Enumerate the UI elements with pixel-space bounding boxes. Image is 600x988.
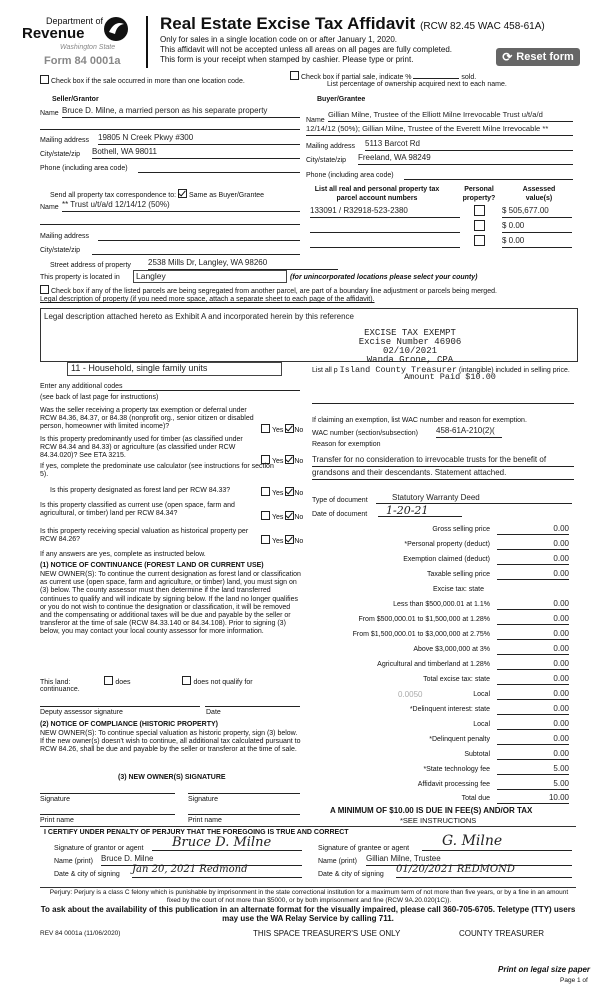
seller-addr-field[interactable]: 19805 N Creek Pkwy #300 xyxy=(98,133,300,145)
multi-location-label: Check box if the sale occurred in more than one location code. xyxy=(51,78,245,85)
rev-number: REV 84 0001a (11/06/2020) xyxy=(40,930,121,937)
q2-no-checkbox[interactable] xyxy=(285,455,294,464)
additional-codes-field[interactable] xyxy=(108,379,300,391)
revenue-logo xyxy=(20,14,130,70)
grantor-sig-label: Signature of grantor or agent xyxy=(54,845,144,852)
q1-text: Was the seller receiving a property tax exemption or deferral under RCW 84.36, 84.37, or 84.38 (nonprofit org., senior citizen or disabled person, homeowner with limited income)? xyxy=(40,407,254,430)
minimum-due-notice: A MINIMUM OF $10.00 IS DUE IN FEE(S) AND/OR TAX xyxy=(330,806,533,815)
delinquent-local-label: Local xyxy=(473,721,490,728)
form-number: Form 84 0001a xyxy=(44,55,121,67)
buyer-phone-label: Phone (including area code) xyxy=(306,172,394,179)
q5-yes: Yes xyxy=(272,538,284,545)
buyer-phone-field[interactable] xyxy=(404,168,573,180)
q4-no-checkbox[interactable] xyxy=(285,511,294,520)
notice-2-title: (2) NOTICE OF COMPLIANCE (HISTORIC PROPERTY) xyxy=(40,721,218,728)
stamp-line-4: Wanda Grone, CPA xyxy=(366,355,454,365)
state-name: Washington State xyxy=(60,44,116,51)
perjury-note: Perjury: Perjury is a class C felony which is punishable by imprisonment in the state correctional institution for a maximum term of not more than five years, or by a fine in an amount fixed by the court of not more than $5000, or by both imprisonment and fine (RCW 9A.20.020(1C)). xyxy=(49,889,569,904)
buyer-addr-label: Mailing address xyxy=(306,143,356,150)
print-legal-note: Print on legal size paper xyxy=(498,965,591,974)
subtitle-3: This form is your receipt when stamped by cashier. Please type or print. xyxy=(160,55,414,64)
located-note: (for unincorporated locations please select your county) xyxy=(290,274,478,281)
owner-sig-label-1: Signature xyxy=(40,796,70,803)
street-label: Street address of property xyxy=(50,262,131,269)
subtitle-1: Only for sales in a single location code on or after January 1, 2020. xyxy=(160,35,398,44)
buyer-name-field[interactable]: Gillian Milne, Trustee of the Elliott Milne Irrevocable Trust u/t/a/d xyxy=(328,110,573,122)
q3-text: Is this property designated as forest land per RCW 84.33? xyxy=(50,487,231,494)
stamp-line-6: Amount Paid $10.00 xyxy=(404,372,496,382)
parcel-row-1-value[interactable]: $ 505,677.00 xyxy=(502,206,572,218)
q5-yes-checkbox[interactable] xyxy=(261,535,270,544)
q1-no: No xyxy=(294,427,304,434)
buyer-city-field[interactable]: Freeland, WA 98249 xyxy=(358,153,573,165)
correspondence-row xyxy=(50,189,264,199)
total-due-label: Total due xyxy=(461,795,490,802)
corr-name-field[interactable]: ** Trust u/t/a/d 12/14/12 (50%) xyxy=(62,200,300,212)
wac-label: WAC number (section/subsection) xyxy=(312,430,418,437)
land-label: This land: xyxy=(40,679,71,686)
bracket-1-label: Less than $500,000.01 at 1.1% xyxy=(393,601,490,608)
revenue-logo-icon xyxy=(103,16,129,42)
local-value[interactable]: 0.00 xyxy=(497,689,569,700)
partial-sale-sold: sold. xyxy=(461,74,477,81)
grantee-name-label: Name (print) xyxy=(318,858,357,865)
parcel-row-2-number[interactable] xyxy=(310,221,460,233)
notice-3-title: (3) NEW OWNER(S) SIGNATURE xyxy=(118,774,226,781)
reason-field[interactable]: Transfer for no consideration to irrevocable trusts for the benefit of grandsons and their descendants. Statement attached. xyxy=(312,455,547,477)
seller-name-field[interactable]: Bruce D. Milne, a married person as his separate property xyxy=(62,106,300,118)
assessor-date-line[interactable] xyxy=(205,700,300,707)
same-as-buyer-label: Same as Buyer/Grantee xyxy=(188,192,265,199)
located-select[interactable]: Langley xyxy=(133,270,287,283)
grantor-date-field[interactable]: Jan 20, 2021 Redmond xyxy=(132,864,302,878)
tech-fee-value[interactable]: 5.00 xyxy=(497,764,569,775)
tax-line-1-label: Gross selling price xyxy=(432,526,490,533)
grantor-name-field[interactable]: Bruce D. Milne xyxy=(101,854,302,866)
doc-date-label: Date of document xyxy=(312,511,368,518)
grantee-signature[interactable]: G. Milne xyxy=(422,833,572,851)
q1-answer xyxy=(261,424,303,434)
notice-2-body: NEW OWNER(S): To continue special valuation as historic property, sign (3) below. If the new owner(s) doesn't wish to continue, all additional tax calculated pursuant to RCW 84.26, shall be due and payable by the seller or transferor at the time of sale. xyxy=(40,730,301,754)
q4-answer xyxy=(261,511,303,521)
land-row xyxy=(40,676,253,686)
use-code-select[interactable]: 11 - Household, single family units xyxy=(67,362,282,376)
assessed-value-heading: Assessed value(s) xyxy=(522,186,556,202)
assessor-date-label: Date xyxy=(206,709,221,716)
total-state-label: Total excise tax: state xyxy=(423,676,490,683)
street-field[interactable]: 2538 Mills Dr, Langley, WA 98260 xyxy=(148,258,338,270)
header-divider xyxy=(146,16,148,68)
bracket-4-label: Above $3,000,000 at 3% xyxy=(413,646,490,653)
grantee-date-field[interactable]: 01/20/2021 REDMOND xyxy=(396,864,572,878)
q5-text: Is this property receiving special valuation as historical property per RCW 84.26? xyxy=(40,528,249,543)
notice-1-title: (1) NOTICE OF CONTINUANCE (FOREST LAND OR CURRENT USE) xyxy=(40,562,264,569)
owner-print-line-1[interactable] xyxy=(40,808,175,815)
seller-addr-label: Mailing address xyxy=(40,137,90,144)
owner-print-label-1: Print name xyxy=(40,817,74,824)
wac-field[interactable]: 458-61A-210(2)( xyxy=(436,426,502,438)
reason-line-2 xyxy=(312,478,574,480)
delinquent-penalty-value[interactable]: 0.00 xyxy=(497,734,569,745)
parcel-row-2-value[interactable]: $ 0.00 xyxy=(502,221,572,233)
parcel-row-3-personal[interactable] xyxy=(474,235,485,248)
corr-name-label: Name xyxy=(40,204,59,211)
tax-line-3-label: Exemption claimed (deduct) xyxy=(403,556,490,563)
seller-heading: Seller/Grantor xyxy=(52,96,99,103)
buyer-heading: Buyer/Grantee xyxy=(317,96,366,103)
land-does-checkbox[interactable] xyxy=(104,676,113,685)
correspondence-label: Send all property tax correspondence to: xyxy=(50,192,177,199)
same-as-buyer-checkbox[interactable] xyxy=(178,189,187,198)
exemption-top-line xyxy=(312,402,574,404)
q3-no-checkbox[interactable] xyxy=(285,487,294,496)
delinquent-penalty-label: *Delinquent penalty xyxy=(429,736,490,743)
tax-line-3-value[interactable]: 0.00 xyxy=(497,554,569,565)
stamp-line-2: Excise Number 46906 xyxy=(358,337,462,347)
bracket-3-value[interactable]: 0.00 xyxy=(497,629,569,640)
parcel-row-1-personal[interactable] xyxy=(474,205,485,218)
continuance-label: continuance. xyxy=(40,686,80,693)
q4-text: Is this property classified as current use (open space, farm and agricultural, or timber) land per RCW 84.34? xyxy=(40,502,235,517)
tax-line-4-value[interactable]: 0.00 xyxy=(497,569,569,580)
form-title xyxy=(160,14,545,34)
grantee-date-label: Date & city of signing xyxy=(318,871,384,878)
corr-addr-field[interactable] xyxy=(98,229,300,241)
q3-no: No xyxy=(294,490,304,497)
assessor-signature-line[interactable] xyxy=(40,700,200,707)
parcel-heading: List all real and personal property tax parcel account numbers xyxy=(314,186,440,202)
total-due-value[interactable]: 10.00 xyxy=(497,793,569,804)
q1-no-checkbox[interactable] xyxy=(285,424,294,433)
multi-location-row xyxy=(40,75,245,85)
see-back-note: (see back of last page for instructions) xyxy=(40,394,159,401)
parcel-row-2-personal[interactable] xyxy=(474,220,485,233)
bracket-4-value[interactable]: 0.00 xyxy=(497,644,569,655)
total-state-value[interactable]: 0.00 xyxy=(497,674,569,685)
buyer-city-label: City/state/zip xyxy=(306,157,347,164)
q4-yes-checkbox[interactable] xyxy=(261,511,270,520)
subtotal-label: Subtotal xyxy=(464,751,490,758)
local-rate: 0.0050 xyxy=(398,690,423,699)
reason-line-1 xyxy=(312,465,574,467)
buyer-name-label: Name xyxy=(306,117,325,124)
excise-stamp xyxy=(320,329,500,365)
legal-description-text: Legal description attached hereto as Exhibit A and incorporated herein by this reference xyxy=(44,312,354,321)
owner-sig-line-1[interactable] xyxy=(40,787,175,794)
county-treasurer: COUNTY TREASURER xyxy=(459,929,545,938)
corr-addr-label: Mailing address xyxy=(40,233,90,240)
doc-date-field[interactable]: 1-20-21 xyxy=(378,504,462,517)
q1-yes: Yes xyxy=(272,427,284,434)
tax-line-4-label: Taxable selling price xyxy=(426,571,490,578)
tech-fee-label: *State technology fee xyxy=(423,766,490,773)
claim-exemption-label: If claiming an exemption, list WAC number and reason for exemption. xyxy=(312,417,527,424)
seller-phone-field[interactable] xyxy=(138,161,300,173)
seller-name-line2[interactable] xyxy=(40,121,300,130)
q5-no: No xyxy=(294,538,304,545)
parcel-row-3-number[interactable] xyxy=(310,236,460,248)
buyer-name-field-2[interactable]: 12/14/12 (50%); Gillian Milne, Trustee of the Everett Milne Irrevocable ** xyxy=(306,124,573,136)
assessor-signature-label: Deputy assessor signature xyxy=(40,709,123,716)
q2-no: No xyxy=(294,458,304,465)
parcel-row-3-value[interactable]: $ 0.00 xyxy=(502,236,572,248)
tax-line-2-value[interactable]: 0.00 xyxy=(497,539,569,550)
title-text: Real Estate Excise Tax Affidavit xyxy=(160,14,416,33)
dept-of: Department of xyxy=(46,16,104,26)
delinquent-interest-label: *Delinquent interest: state xyxy=(409,706,490,713)
multi-location-checkbox[interactable] xyxy=(40,75,49,84)
corr-city-field[interactable] xyxy=(92,243,300,255)
personal-property-heading: Personal property? xyxy=(462,186,496,202)
page-number: Page 1 of xyxy=(560,977,588,984)
partial-sale-label: Check box if partial sale, indicate % xyxy=(301,74,412,81)
partial-pct-field[interactable] xyxy=(413,71,459,79)
rcw-ref: (RCW 82.45 WAC 458-61A) xyxy=(420,21,545,32)
if-any-yes: If any answers are yes, complete as instructed below. xyxy=(40,551,206,558)
bracket-2-label: From $500,000.01 to $1,500,000 at 1.28% xyxy=(358,616,490,623)
owner-print-label-2: Print name xyxy=(188,817,222,824)
seller-name-label: Name xyxy=(40,110,59,117)
grantee-name-field[interactable]: Gillian Milne, Trustee xyxy=(366,854,572,866)
q2b-text: If yes, complete the predominate use calculator (see instructions for section 5). xyxy=(40,463,274,478)
processing-fee-value[interactable]: 5.00 xyxy=(497,779,569,790)
stamp-line-1: EXCISE TAX EXEMPT xyxy=(364,328,456,338)
land-does-not-label: does not qualify for xyxy=(193,679,253,686)
bracket-5-label: Agricultural and timberland at 1.28% xyxy=(377,661,490,668)
seller-city-label: City/state/zip xyxy=(40,151,81,158)
seller-phone-label: Phone (including area code) xyxy=(40,165,128,172)
list-all-a: List all p xyxy=(312,367,338,374)
land-does-not-checkbox[interactable] xyxy=(182,676,191,685)
q3-yes: Yes xyxy=(272,490,284,497)
grantor-date-label: Date & city of signing xyxy=(54,871,120,878)
partial-sale-checkbox[interactable] xyxy=(290,71,299,80)
additional-codes-label: Enter any additional codes xyxy=(40,383,123,390)
see-instructions: *SEE INSTRUCTIONS xyxy=(400,816,477,825)
grantor-name-label: Name (print) xyxy=(54,858,93,865)
owner-sig-label-2: Signature xyxy=(188,796,218,803)
reset-label: Reset form xyxy=(516,51,574,63)
alternate-format-note: To ask about the availability of this publication in an alternate format for the visually impaired, please call 360-705-6705. Teletype (TTY) users may use the WA Relay Service by calling 711. xyxy=(40,905,576,923)
legal-label: Legal description of property (if you need more space, attach a separate sheet to each page of the affidavit). xyxy=(40,296,375,303)
q3-answer xyxy=(261,487,303,497)
bracket-1-value[interactable]: 0.00 xyxy=(497,599,569,610)
buyer-addr-field[interactable]: 5113 Barcot Rd xyxy=(365,139,573,151)
bracket-2-value[interactable]: 0.00 xyxy=(497,614,569,625)
revenue-wordmark: Revenue xyxy=(22,25,85,42)
stamp-line-5: Island County Treasurer xyxy=(339,365,457,375)
grantor-signature[interactable]: Bruce D. Milne xyxy=(152,835,302,851)
q2-yes: Yes xyxy=(272,458,284,465)
corr-name-line2[interactable] xyxy=(40,216,300,225)
tax-line-1-value[interactable]: 0.00 xyxy=(497,524,569,535)
subtotal-value[interactable]: 0.00 xyxy=(497,749,569,760)
certify-title: I CERTIFY UNDER PENALTY OF PERJURY THAT THE FOREGOING IS TRUE AND CORRECT xyxy=(44,829,349,836)
q4-no: No xyxy=(294,514,304,521)
grantee-sig-label: Signature of grantee or agent xyxy=(318,845,410,852)
seller-city-field[interactable]: Bothell, WA 98011 xyxy=(92,147,300,159)
q3-yes-checkbox[interactable] xyxy=(261,487,270,496)
partial-sale-row xyxy=(290,71,476,81)
processing-fee-label: Affidavit processing fee xyxy=(417,781,490,788)
delinquent-local-value[interactable]: 0.00 xyxy=(497,719,569,730)
segregated-label: Check box if any of the listed parcels are being segregated from another parcel, are part of a boundary line adjustment or parcels being merged. xyxy=(51,288,497,295)
reason-label: Reason for exemption xyxy=(312,441,381,448)
bracket-5-value[interactable]: 0.00 xyxy=(497,659,569,670)
corr-city-label: City/state/zip xyxy=(40,247,81,254)
land-does-label: does xyxy=(115,679,131,686)
q2-text: Is this property predominantly used for timber (as classified under RCW 84.34 and 84.33) or agriculture (as classified under RCW 84.34.020)? See ETA 3215. xyxy=(40,436,243,459)
owner-sig-line-2[interactable] xyxy=(188,787,300,794)
segregated-row xyxy=(40,285,497,295)
refresh-icon: ⟳ xyxy=(502,50,513,64)
tax-line-2-label: *Personal property (deduct) xyxy=(404,541,490,548)
excise-state-heading: Excise tax: state xyxy=(433,586,484,593)
local-label: Local xyxy=(473,691,490,698)
treasurer-use-only: THIS SPACE TREASURER'S USE ONLY xyxy=(253,929,401,938)
q5-no-checkbox[interactable] xyxy=(285,535,294,544)
segregated-checkbox[interactable] xyxy=(40,285,49,294)
doc-type-label: Type of document xyxy=(312,497,368,504)
list-all-b: (intangible) included in selling price. xyxy=(458,367,570,374)
delinquent-interest-value[interactable]: 0.00 xyxy=(497,704,569,715)
notice-1-body: NEW OWNER(S): To continue the current designation as forest land or classification as current use (open space, farm and agriculture, or timber) land, you must sign on (3) below. The county assessor must then determine if the land transferred continues to qualify and will indicate by signing below. If the land no longer qualifies or you do not wish to continue the designation or classification, it will be removed and the compensating or additional taxes will be due and payable by the seller or transferor at the time of sale (RCW 84.33.140 or 84.34.108). Prior to signing (3) below, you may contact your local county assessor for more information. xyxy=(40,571,301,636)
q5-answer xyxy=(261,535,303,545)
stamp-line-3: 02/10/2021 xyxy=(382,346,437,356)
list-pct-note: List percentage of ownership acquired next to each name. xyxy=(327,81,507,88)
q4-yes: Yes xyxy=(272,514,284,521)
located-label: This property is located in xyxy=(40,274,120,281)
doc-type-field[interactable]: Statutory Warranty Deed xyxy=(376,493,572,504)
owner-print-line-2[interactable] xyxy=(188,808,300,815)
subtitle-2: This affidavit will not be accepted unless all areas on all pages are fully completed. xyxy=(160,45,453,54)
bracket-3-label: From $1,500,000.01 to $3,000,000 at 2.75% xyxy=(352,631,490,638)
reset-form-button[interactable] xyxy=(496,48,580,66)
q1-yes-checkbox[interactable] xyxy=(261,424,270,433)
parcel-row-1-number[interactable]: 133091 / R32918-523-2380 xyxy=(310,206,460,218)
